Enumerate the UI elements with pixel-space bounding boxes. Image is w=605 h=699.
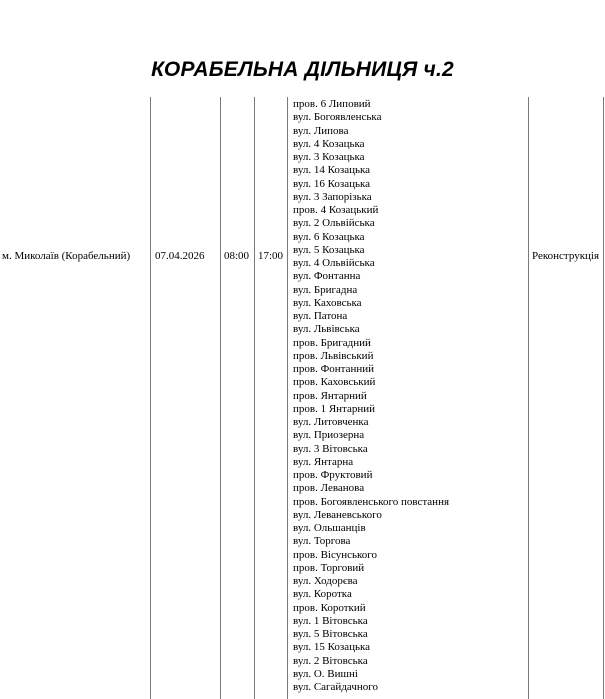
street-item: вул. 1 Вітовська xyxy=(293,614,368,627)
street-item: вул. Богоявленська xyxy=(293,111,382,124)
street-list xyxy=(293,98,449,694)
street-item: вул. Приозерна xyxy=(293,429,365,442)
street-item: вул. 3 Вітовська xyxy=(293,442,368,455)
street-item: вул. Липова xyxy=(293,124,349,137)
street-item: пров. Богоявленського повстання xyxy=(293,495,450,508)
street-item: вул. Львівська xyxy=(293,323,360,336)
street-item: вул. Ходорєва xyxy=(293,575,358,587)
column-divider xyxy=(254,97,255,699)
street-item: вул. 6 Козацька xyxy=(293,230,365,243)
street-item: пров. Леванова xyxy=(293,482,365,495)
column-divider xyxy=(603,97,604,699)
outage-table xyxy=(0,97,605,699)
column-divider xyxy=(287,97,288,699)
column-divider xyxy=(528,97,529,699)
end-time-cell: 17:00 xyxy=(258,250,284,262)
street-item: вул. 14 Козацька xyxy=(293,164,371,177)
street-item: вул. 5 Козацька xyxy=(293,243,365,256)
street-item: вул. 4 Ольвійська xyxy=(293,257,375,269)
street-item: вул. Торгова xyxy=(293,535,351,548)
street-item: пров. Янтарний xyxy=(293,389,367,402)
column-divider xyxy=(150,97,151,699)
street-item: вул. 5 Вітовська xyxy=(293,628,368,640)
street-item: вул. Фонтанна xyxy=(293,270,361,283)
street-item: пров. 1 Янтарний xyxy=(293,402,376,415)
street-item: пров. Фруктовий xyxy=(293,469,373,481)
street-item: вул. Бригадна xyxy=(293,283,358,296)
street-item: пров. Вісунського xyxy=(293,548,378,561)
start-time-cell: 08:00 xyxy=(224,250,250,262)
street-item: пров. 6 Липовий xyxy=(293,98,371,110)
street-item: вул. 2 Вітовська xyxy=(293,654,368,667)
street-item: вул. 2 Ольвійська xyxy=(293,217,375,230)
page-title: КОРАБЕЛЬНА ДІЛЬНИЦЯ ч.2 xyxy=(151,58,454,81)
date-cell: 07.04.2026 xyxy=(155,250,205,262)
street-item: пров. Короткий xyxy=(293,601,366,614)
street-item: вул. Каховська xyxy=(293,296,362,309)
street-item: пров. Бригадний xyxy=(293,336,371,349)
street-item: пров. Львівський xyxy=(293,349,374,362)
column-divider xyxy=(220,97,221,699)
street-item: пров. Фонтанний xyxy=(293,363,375,375)
street-item: вул. Ольшанців xyxy=(293,522,366,534)
street-item: пров. Торговий xyxy=(293,561,365,574)
street-item: вул. 3 Козацька xyxy=(293,151,365,163)
reason-cell: Реконструкція xyxy=(532,250,600,262)
street-item: пров. Каховський xyxy=(293,376,376,389)
street-item: вул. Литовченка xyxy=(293,416,369,428)
street-item: вул. 4 Козацька xyxy=(293,137,365,150)
street-item: вул. Патона xyxy=(293,310,348,322)
street-item: вул. Янтарна xyxy=(293,455,354,468)
street-item: пров. 4 Козацький xyxy=(293,204,379,216)
street-item: вул. О. Вишні xyxy=(293,667,358,680)
street-item: вул. Леваневського xyxy=(293,508,382,521)
street-item: вул. 16 Козацька xyxy=(293,177,371,190)
street-item: вул. 15 Козацька xyxy=(293,641,371,654)
street-item: вул. Сагайдачного xyxy=(293,681,379,693)
street-item: вул. Коротка xyxy=(293,588,352,601)
city-cell: м. Миколаїв (Корабельний) xyxy=(2,250,131,262)
street-item: вул. 3 Запорізька xyxy=(293,190,372,203)
